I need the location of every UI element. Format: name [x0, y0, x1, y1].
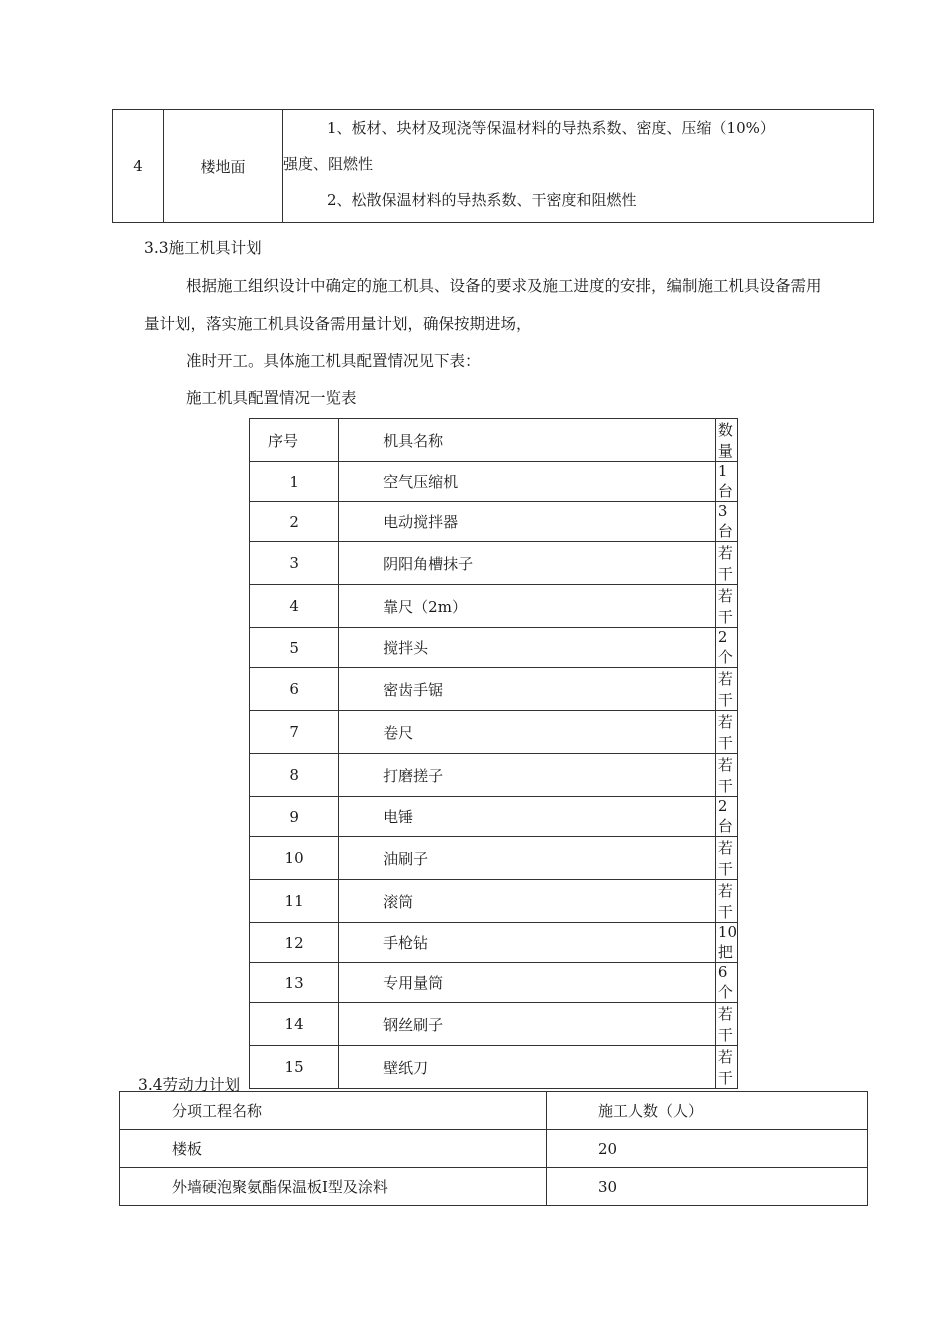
- equipment-row: [250, 542, 738, 585]
- section-heading-3-3: 3.3施工机具计划: [144, 239, 262, 257]
- equipment-quantity: 10把: [715, 923, 737, 963]
- equipment-name: 壁纸刀: [339, 1046, 716, 1089]
- equipment-row: [250, 797, 738, 837]
- equipment-name: 钢丝刷子: [339, 1003, 716, 1046]
- header-name: 机具名称: [339, 419, 716, 462]
- paragraph-line-3: 准时开工。具体施工机具配置情况见下表：: [186, 352, 481, 370]
- equipment-number: 13: [250, 963, 339, 1003]
- equipment-number: 4: [250, 585, 339, 628]
- equipment-row: [250, 963, 738, 1003]
- header-quantity: 数量: [715, 419, 737, 462]
- equipment-row: [250, 668, 738, 711]
- paragraph-line-1: 根据施工组织设计中确定的施工机具、设备的要求及施工进度的安排，编制施工机具设备需用: [186, 277, 822, 295]
- equipment-quantity: 3台: [715, 502, 737, 542]
- equipment-number: 15: [250, 1046, 339, 1089]
- equipment-number: 12: [250, 923, 339, 963]
- header-number: 序号: [250, 419, 339, 462]
- table-caption: 施工机具配置情况一览表: [186, 389, 357, 407]
- work-item-name: 楼板: [120, 1130, 547, 1168]
- equipment-quantity: 2台: [715, 797, 737, 837]
- work-item-name: 外墙硬泡聚氨酯保温板Ⅰ型及涂料: [120, 1168, 547, 1206]
- equipment-row: [250, 1046, 738, 1089]
- equipment-number: 3: [250, 542, 339, 585]
- worker-count: 30: [547, 1168, 868, 1206]
- equipment-number: 1: [250, 462, 339, 502]
- equipment-number: 8: [250, 754, 339, 797]
- equipment-name: 密齿手锯: [339, 668, 716, 711]
- equipment-row: [250, 880, 738, 923]
- equipment-quantity: 2个: [715, 628, 737, 668]
- equipment-quantity: 若干: [715, 880, 737, 923]
- labor-table: [119, 1091, 868, 1206]
- equipment-name: 滚筒: [339, 880, 716, 923]
- equipment-name: 油刷子: [339, 837, 716, 880]
- equipment-row: [250, 754, 738, 797]
- equipment-name: 阴阳角槽抹子: [339, 542, 716, 585]
- equipment-name: 卷尺: [339, 711, 716, 754]
- equipment-name: 电动搅拌器: [339, 502, 716, 542]
- equipment-name: 打磨搓子: [339, 754, 716, 797]
- equipment-name: 靠尺（2m）: [339, 585, 716, 628]
- equipment-number: 5: [250, 628, 339, 668]
- row-number: 4: [133, 157, 143, 175]
- item-name-cell: [164, 110, 283, 223]
- labor-table-header: [120, 1092, 868, 1130]
- header-worker-count: 施工人数（人）: [547, 1092, 868, 1130]
- equipment-row: [250, 628, 738, 668]
- equipment-number: 6: [250, 668, 339, 711]
- equipment-row: [250, 711, 738, 754]
- equipment-row: [250, 1003, 738, 1046]
- equipment-quantity: 若干: [715, 1003, 737, 1046]
- equipment-quantity: 若干: [715, 1046, 737, 1089]
- equipment-quantity: 若干: [715, 668, 737, 711]
- equipment-quantity: 若干: [715, 542, 737, 585]
- labor-row: [120, 1168, 868, 1206]
- paragraph-line-2: 量计划，落实施工机具设备需用量计划，确保按期进场，: [144, 315, 532, 333]
- equipment-quantity: 若干: [715, 585, 737, 628]
- insulation-test-table: [112, 109, 874, 223]
- header-work-item: 分项工程名称: [120, 1092, 547, 1130]
- equipment-name: 空气压缩机: [339, 462, 716, 502]
- equipment-name: 搅拌头: [339, 628, 716, 668]
- item-name: 楼地面: [200, 157, 246, 176]
- equipment-name: 电锤: [339, 797, 716, 837]
- equipment-name: 专用量筒: [339, 963, 716, 1003]
- equipment-number: 2: [250, 502, 339, 542]
- equipment-table-header: [250, 419, 738, 462]
- equipment-quantity: 6个: [715, 963, 737, 1003]
- labor-row: [120, 1130, 868, 1168]
- equipment-quantity: 若干: [715, 837, 737, 880]
- requirement-line-2: 强度、阻燃性: [283, 155, 374, 173]
- equipment-row: [250, 462, 738, 502]
- row-number-cell: [113, 110, 164, 223]
- requirement-line-3: 2、松散保温材料的导热系数、干密度和阻燃性: [327, 191, 637, 209]
- equipment-quantity: 若干: [715, 754, 737, 797]
- equipment-number: 11: [250, 880, 339, 923]
- equipment-row: [250, 923, 738, 963]
- equipment-quantity: 若干: [715, 711, 737, 754]
- equipment-row: [250, 502, 738, 542]
- equipment-name: 手枪钻: [339, 923, 716, 963]
- equipment-number: 7: [250, 711, 339, 754]
- equipment-number: 10: [250, 837, 339, 880]
- equipment-quantity: 1台: [715, 462, 737, 502]
- equipment-row: [250, 837, 738, 880]
- equipment-number: 9: [250, 797, 339, 837]
- worker-count: 20: [547, 1130, 868, 1168]
- equipment-row: [250, 585, 738, 628]
- equipment-table: [249, 418, 738, 1089]
- section-heading-3-4: 3.4劳动力计划: [138, 1076, 241, 1094]
- requirements-cell: [283, 110, 874, 223]
- requirement-line-1: 1、板材、块材及现浇等保温材料的导热系数、密度、压缩（10%）: [327, 119, 775, 137]
- equipment-number: 14: [250, 1003, 339, 1046]
